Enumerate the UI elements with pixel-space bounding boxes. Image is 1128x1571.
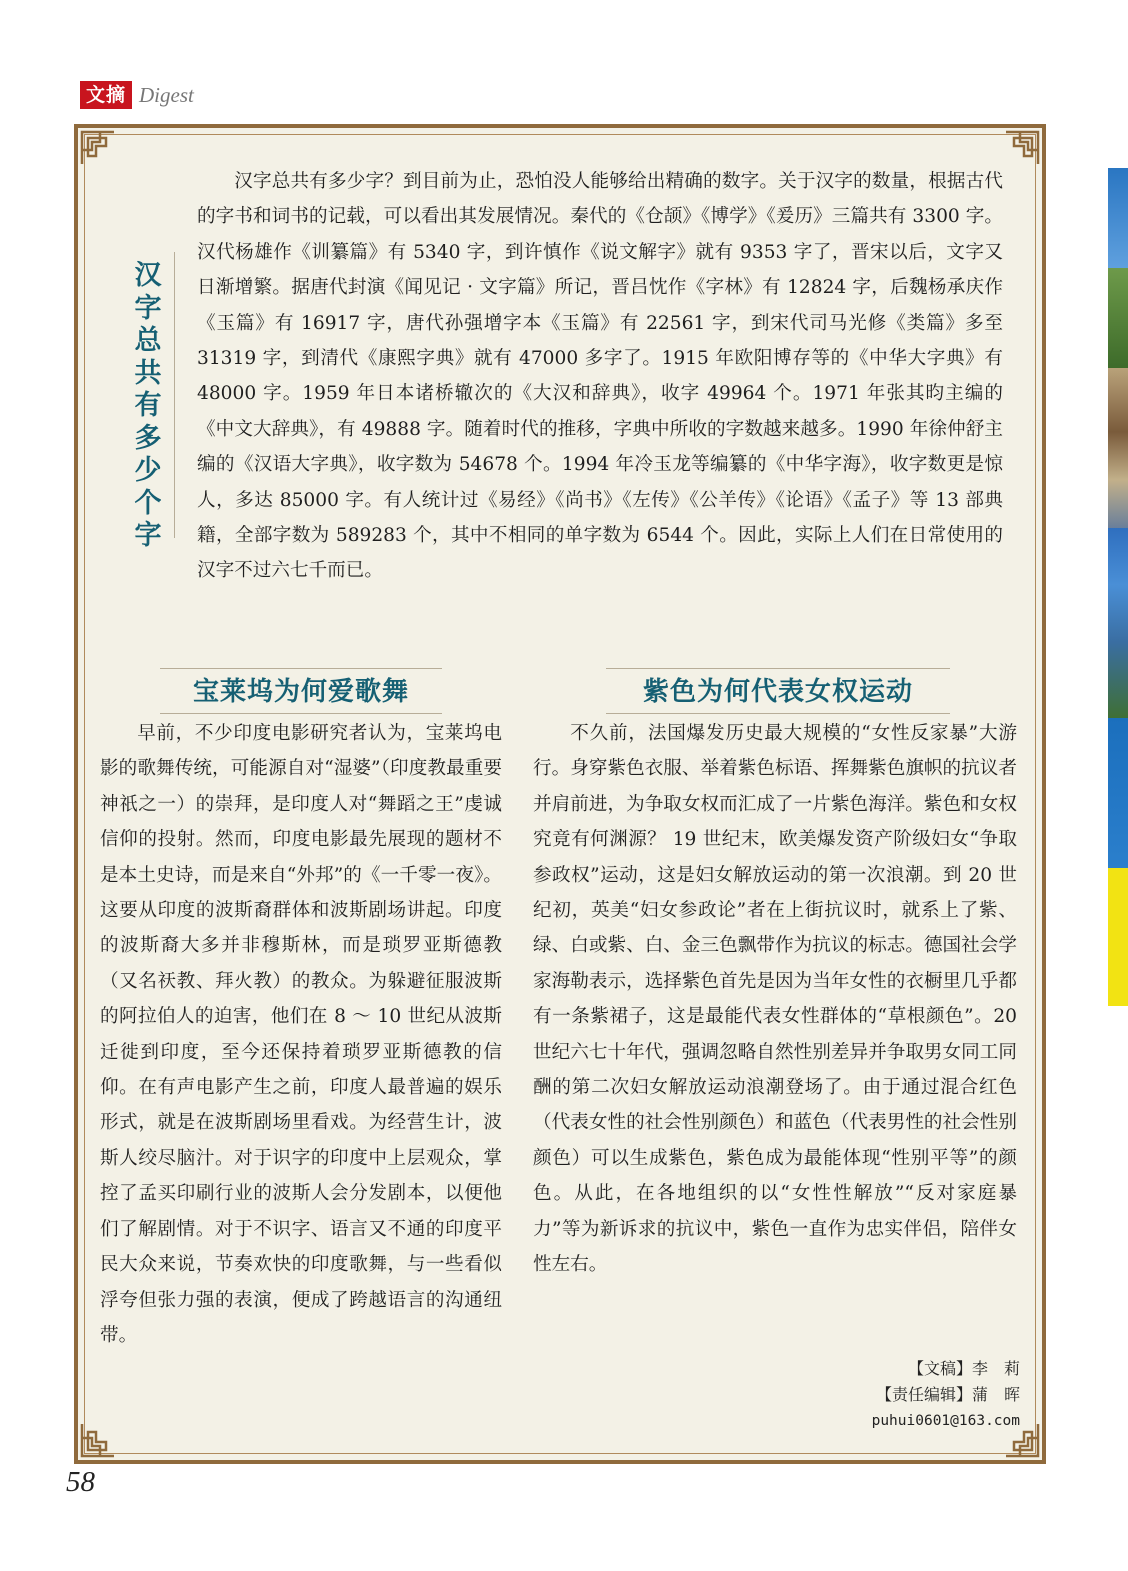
heading-rule-top [160, 668, 442, 669]
article-top-title-box [128, 252, 175, 551]
page-number: 58 [66, 1466, 95, 1498]
article-right-title: 紫色为何代表女权运动 [642, 677, 913, 707]
article-right-heading [606, 668, 950, 714]
article-top-title: 汉字总共有多少个字 [134, 260, 162, 551]
heading-rule-top [606, 668, 950, 669]
edge-strip-sky [1108, 168, 1128, 268]
edge-strip-yellow [1108, 868, 1128, 1006]
corner-ornament-top-left [80, 130, 120, 170]
edge-strip-blue [1108, 718, 1128, 868]
credit-author: 【文稿】李 莉 [907, 1359, 1020, 1378]
article-left-body: 早前，不少印度电影研究者认为，宝莱坞电影的歌舞传统，可能源自对“湿婆”（印度教最重要神祇之一）的崇拜，是印度人对“舞蹈之王”虔诚信仰的投射。然而，印度电影最先展现的题材不是本土史诗，而是来自“外邦”的《一千零一夜》。这要从印度的波斯裔群体和波斯剧场讲起。印度的波斯裔大多并非穆斯林，而是琐罗亚斯德教（又名祆教、拜火教）的教众。为躲避征服波斯的阿拉伯人的迫害，他们在 8 ～ 10 世纪从波斯迁徙到印度，至今还保持着琐罗亚斯德教的信仰。在有声电影产生之前，印度人最普遍的娱乐形式，就是在波斯剧场里看戏。为经营生计，波斯人绞尽脑汁。对于识字的印度中上层观众，掌控了孟买印刷行业的波斯人会分发剧本，以便他们了解剧情。对于不识字、语言又不通的印度平民大众来说，节奏欢快的印度歌舞，与一些看似浮夸但张力强的表演，便成了跨越语言的沟通纽带。 [100, 723, 502, 1346]
edge-strip-water [1108, 528, 1128, 718]
credit-email[interactable]: puhui0601@163.com [871, 1413, 1020, 1429]
credit-editor: 【责任编辑】蒲 晖 [875, 1385, 1020, 1404]
section-label-en: Digest [139, 82, 194, 107]
corner-ornament-bottom-left [80, 1418, 120, 1458]
corner-ornament-top-right [1000, 130, 1040, 170]
edge-strip [1108, 168, 1128, 1006]
section-header [80, 80, 194, 110]
article-right-body: 不久前，法国爆发历史最大规模的“女性反家暴”大游行。身穿紫色衣服、举着紫色标语、挥舞紫色旗帜的抗议者并肩前进，为争取女权而汇成了一片紫色海洋。紫色和女权究竟有何渊源？ 19 世纪末，欧美爆发资产阶级妇女“争取参政权”运动，这是妇女解放运动的第一次浪潮。到 20 世纪初，英美“妇女参政论”者在上街抗议时，就系上了紫、绿、白或紫、白、金三色飘带作为抗议的标志。德国社会学家海勒表示，选择紫色首先是因为当年女性的衣橱里几乎都有一条紫裙子，这是最能代表女性群体的“草根颜色”。20 世纪六七十年代，强调忽略自然性别差异并争取男女同工同酬的第二次妇女解放运动浪潮登场了。由于通过混合红色（代表女性的社会性别颜色）和蓝色（代表男性的社会性别颜色）可以生成紫色，紫色成为最能体现“性别平等”的颜色。从此，在各地组织的以“女性性解放”“反对家庭暴力”等为新诉求的抗议中，紫色一直作为忠实伴侣，陪伴女性左右。 [533, 723, 1017, 1276]
edge-strip-building [1108, 368, 1128, 528]
credits [872, 1356, 1020, 1434]
article-top-body: 汉字总共有多少字？到目前为止，恐怕没人能够给出精确的数字。关于汉字的数量，根据古代的字书和词书的记载，可以看出其发展情况。秦代的《仓颉》《博学》《爰历》三篇共有 3300 字。汉代杨雄作《训纂篇》有 5340 字，到许慎作《说文解字》就有 9353 字了，晋宋以后，文字又日渐增繁。据唐代封演《闻见记 · 文字篇》所记，晋吕忱作《字林》有 12824 字，后魏杨承庆作《玉篇》有 16917 字，唐代孙强增字本《玉篇》有 22561 字，到宋代司马光修《类篇》多至 31319 字，到清代《康熙字典》就有 47000 多字了。1915 年欧阳博存等的《中华大字典》有 48000 字。1959 年日本诸桥辙次的《大汉和辞典》，收字 49964 个。1971 年张其昀主编的《中文大辞典》，有 49888 字。随着时代的推移，字典中所收的字数越来越多。1990 年徐仲舒主编的《汉语大字典》，收字数为 54678 个。1994 年冷玉龙等编纂的《中华字海》，收字数更是惊人，多达 85000 字。有人统计过《易经》《尚书》《左传》《公羊传》《论语》《孟子》等 13 部典籍，全部字数为 589283 个，其中不相同的单字数为 6544 个。因此，实际上人们在日常使用的汉字不过六七千而已。 [197, 171, 1003, 582]
edge-strip-trees [1108, 268, 1128, 368]
heading-rule-bottom [606, 713, 950, 714]
section-badge: 文摘 [80, 81, 132, 109]
heading-rule-bottom [160, 713, 442, 714]
article-left-title: 宝莱坞为何爱歌舞 [192, 677, 409, 707]
article-left-heading [160, 668, 442, 714]
